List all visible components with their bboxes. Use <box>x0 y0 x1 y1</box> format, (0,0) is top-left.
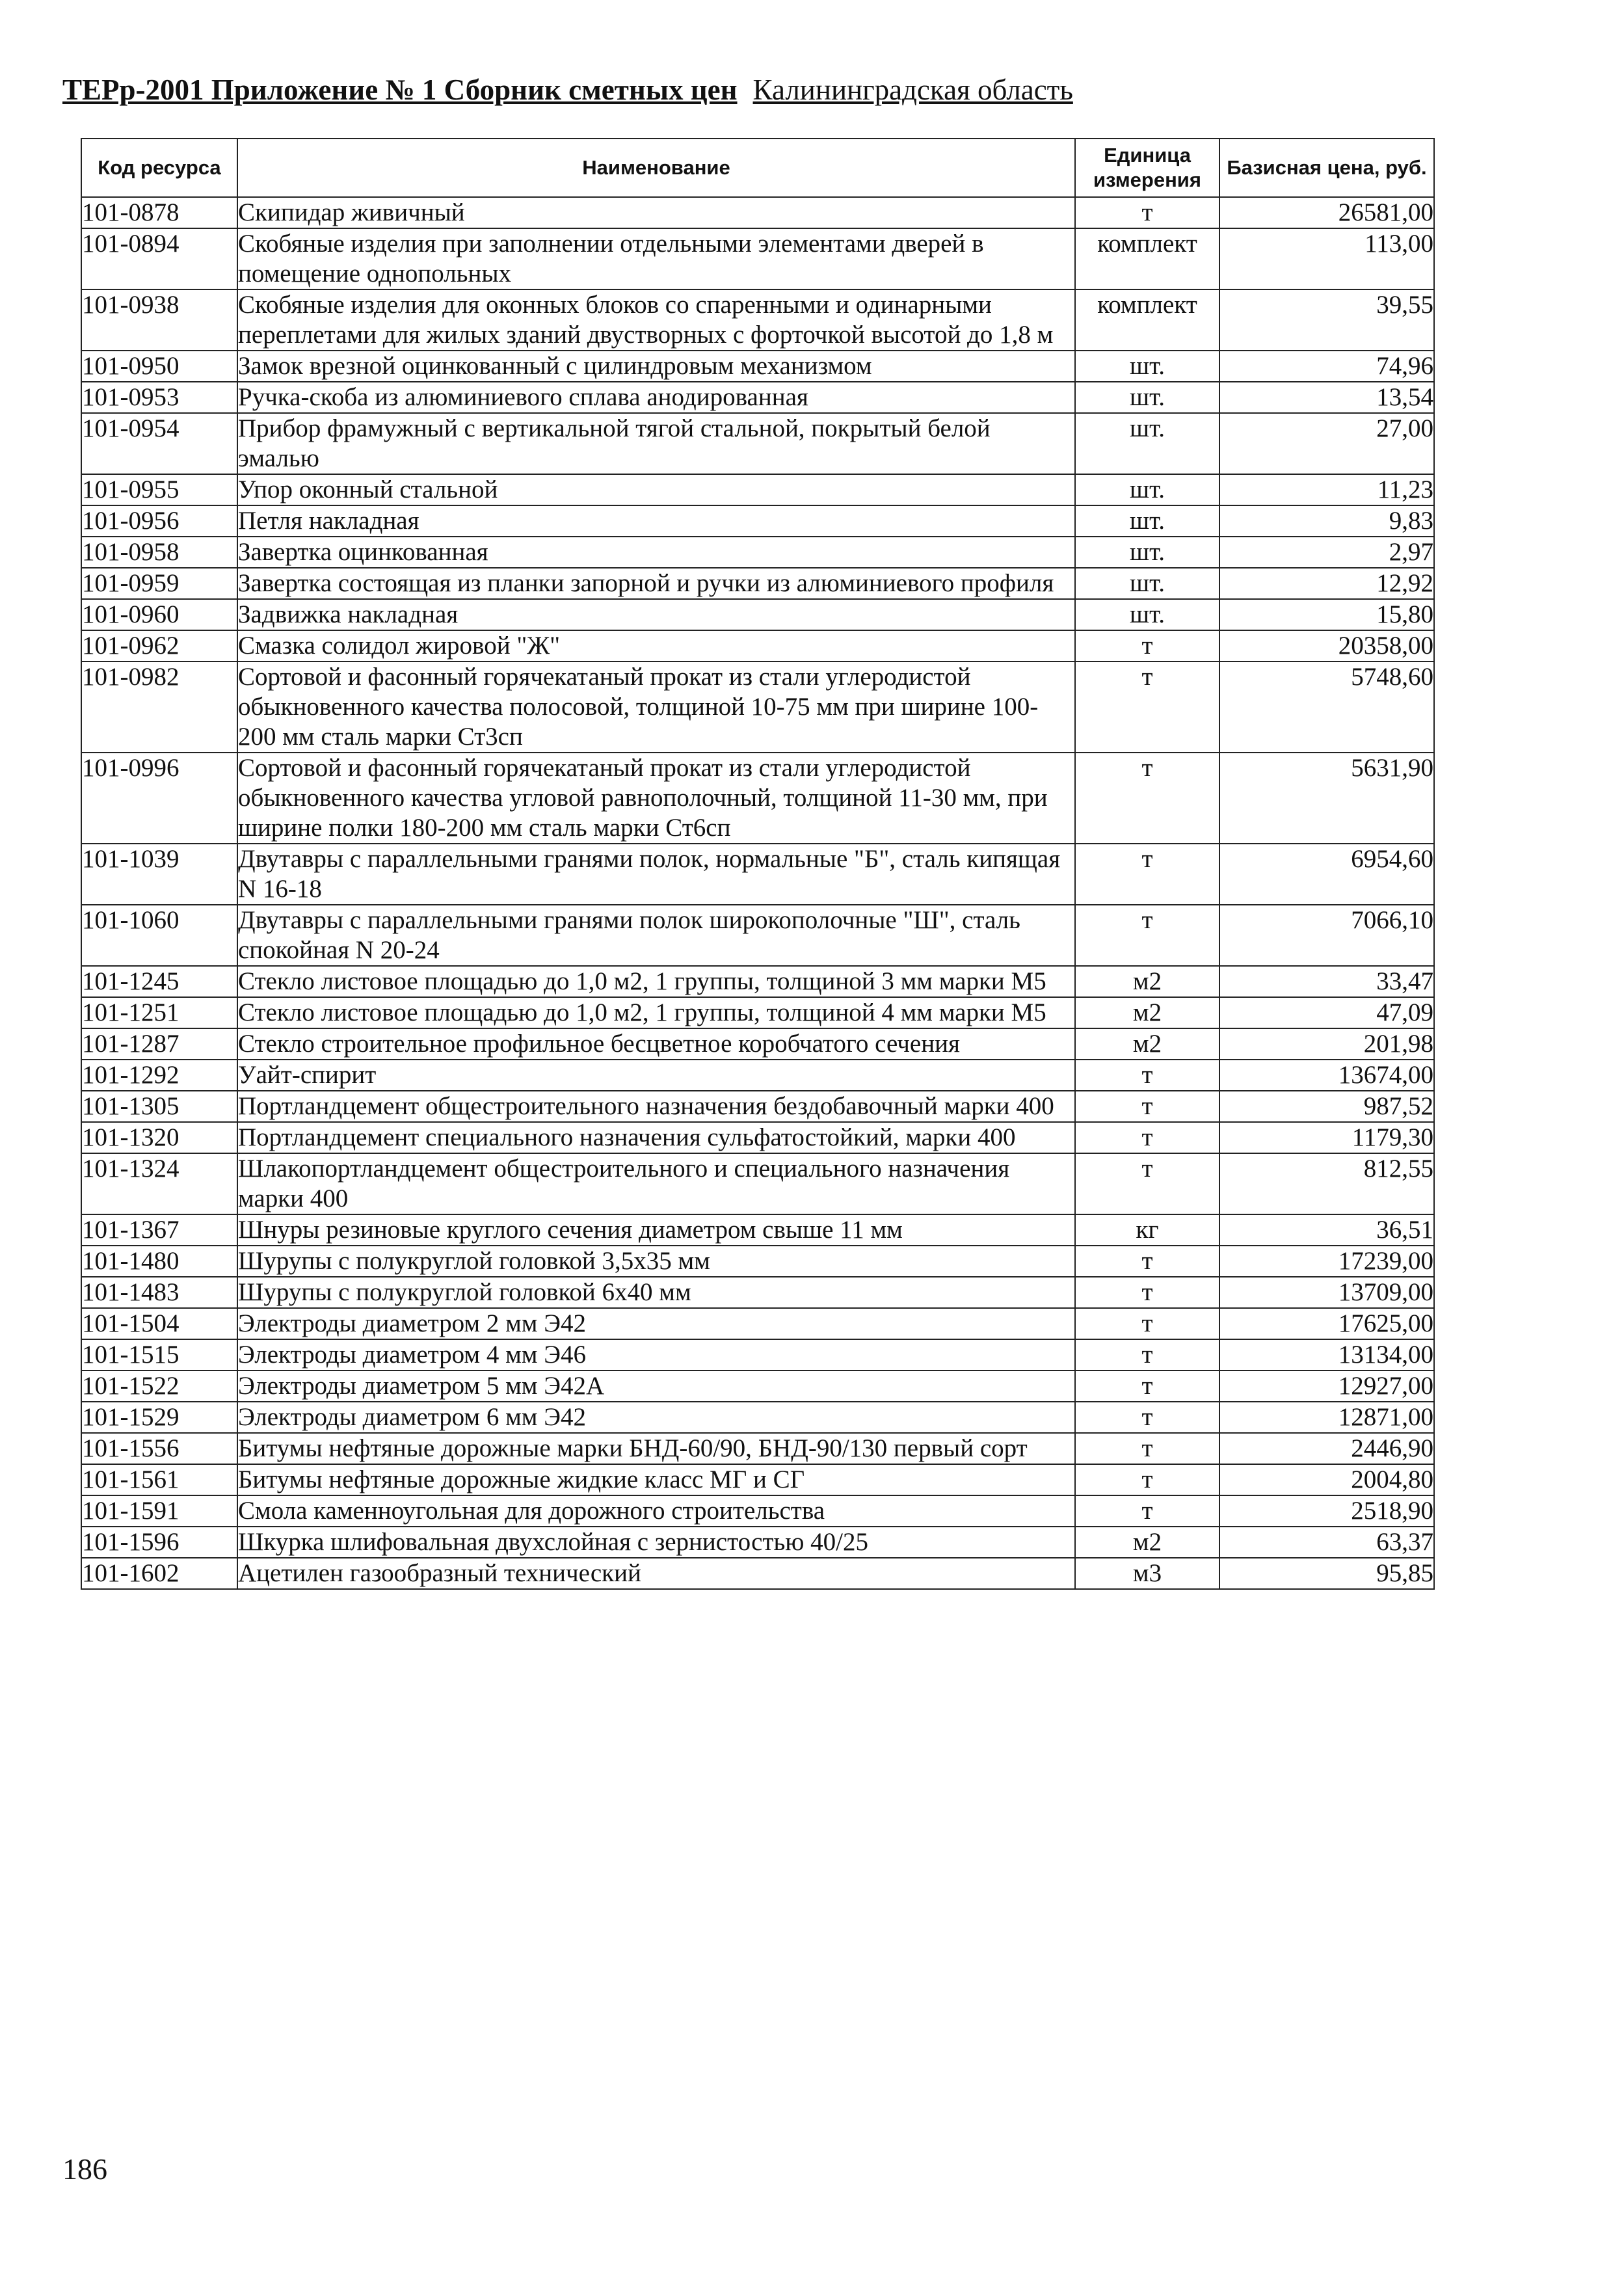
cell-code: 101-0960 <box>81 599 237 630</box>
cell-name: Битумы нефтяные дорожные жидкие класс МГ и СГ <box>237 1464 1075 1495</box>
cell-unit: т <box>1075 1122 1219 1153</box>
cell-code: 101-0962 <box>81 630 237 662</box>
cell-unit: м2 <box>1075 1527 1219 1558</box>
cell-code: 101-1591 <box>81 1495 237 1527</box>
cell-unit: т <box>1075 662 1219 753</box>
table-row <box>81 966 1434 997</box>
cell-unit: м2 <box>1075 1028 1219 1060</box>
cell-price: 2004,80 <box>1219 1464 1434 1495</box>
cell-name: Скобяные изделия для оконных блоков со спаренными и одинарными переплетами для жилых зданий двустворных с форточкой высотой до 1,8 м <box>237 289 1075 351</box>
cell-price: 27,00 <box>1219 413 1434 474</box>
cell-price: 9,83 <box>1219 505 1434 537</box>
cell-price: 63,37 <box>1219 1527 1434 1558</box>
cell-name: Шурупы с полукруглой головкой 6х40 мм <box>237 1277 1075 1308</box>
cell-name: Уайт-спирит <box>237 1060 1075 1091</box>
cell-price: 201,98 <box>1219 1028 1434 1060</box>
column-header-name: Наименование <box>237 139 1075 197</box>
cell-code: 101-1602 <box>81 1558 237 1589</box>
cell-price: 11,23 <box>1219 474 1434 505</box>
cell-name: Двутавры с параллельными гранями полок, нормальные "Б", сталь кипящая N 16-18 <box>237 844 1075 905</box>
table-row <box>81 197 1434 228</box>
cell-price: 47,09 <box>1219 997 1434 1028</box>
cell-unit: т <box>1075 1246 1219 1277</box>
cell-unit: шт. <box>1075 474 1219 505</box>
cell-name: Электроды диаметром 6 мм Э42 <box>237 1402 1075 1433</box>
cell-unit: т <box>1075 1464 1219 1495</box>
cell-code: 101-0959 <box>81 568 237 599</box>
column-header-code: Код ресурса <box>81 139 237 197</box>
cell-code: 101-1561 <box>81 1464 237 1495</box>
table-header-row <box>81 139 1434 197</box>
cell-unit: комплект <box>1075 228 1219 289</box>
cell-code: 101-1060 <box>81 905 237 966</box>
cell-price: 13134,00 <box>1219 1339 1434 1371</box>
page-number: 186 <box>62 2152 107 2186</box>
cell-unit: т <box>1075 197 1219 228</box>
table-row <box>81 382 1434 413</box>
cell-price: 113,00 <box>1219 228 1434 289</box>
cell-unit: т <box>1075 844 1219 905</box>
cell-price: 13674,00 <box>1219 1060 1434 1091</box>
cell-unit: шт. <box>1075 599 1219 630</box>
cell-price: 13,54 <box>1219 382 1434 413</box>
cell-code: 101-1556 <box>81 1433 237 1464</box>
table-row <box>81 599 1434 630</box>
cell-code: 101-1320 <box>81 1122 237 1153</box>
cell-code: 101-1480 <box>81 1246 237 1277</box>
cell-price: 2,97 <box>1219 537 1434 568</box>
cell-name: Портландцемент специального назначения сульфатостойкий, марки 400 <box>237 1122 1075 1153</box>
cell-price: 6954,60 <box>1219 844 1434 905</box>
cell-unit: комплект <box>1075 289 1219 351</box>
cell-code: 101-0955 <box>81 474 237 505</box>
cell-code: 101-1522 <box>81 1371 237 1402</box>
cell-name: Скипидар живичный <box>237 197 1075 228</box>
table-row <box>81 1308 1434 1339</box>
table-body <box>81 197 1434 1589</box>
table-row <box>81 1339 1434 1371</box>
cell-price: 36,51 <box>1219 1214 1434 1246</box>
table-row <box>81 1153 1434 1214</box>
cell-unit: м2 <box>1075 966 1219 997</box>
cell-unit: т <box>1075 753 1219 844</box>
cell-unit: т <box>1075 1153 1219 1214</box>
cell-unit: м3 <box>1075 1558 1219 1589</box>
cell-price: 13709,00 <box>1219 1277 1434 1308</box>
cell-code: 101-0938 <box>81 289 237 351</box>
table-row <box>81 1277 1434 1308</box>
cell-name: Двутавры с параллельными гранями полок широкополочные "Ш", сталь спокойная N 20-24 <box>237 905 1075 966</box>
cell-code: 101-1529 <box>81 1402 237 1433</box>
table-row <box>81 351 1434 382</box>
cell-price: 33,47 <box>1219 966 1434 997</box>
cell-name: Смазка солидол жировой "Ж" <box>237 630 1075 662</box>
cell-code: 101-0954 <box>81 413 237 474</box>
cell-name: Петля накладная <box>237 505 1075 537</box>
cell-name: Стекло строительное профильное бесцветное коробчатого сечения <box>237 1028 1075 1060</box>
table-row <box>81 1060 1434 1091</box>
table-row <box>81 537 1434 568</box>
cell-unit: шт. <box>1075 382 1219 413</box>
table-row <box>81 1402 1434 1433</box>
cell-code: 101-0996 <box>81 753 237 844</box>
cell-name: Шнуры резиновые круглого сечения диаметром свыше 11 мм <box>237 1214 1075 1246</box>
cell-price: 12,92 <box>1219 568 1434 599</box>
cell-unit: т <box>1075 905 1219 966</box>
cell-unit: шт. <box>1075 505 1219 537</box>
cell-code: 101-1245 <box>81 966 237 997</box>
cell-price: 17625,00 <box>1219 1308 1434 1339</box>
table-row <box>81 844 1434 905</box>
table-row <box>81 568 1434 599</box>
cell-name: Шкурка шлифовальная двухслойная с зернистостью 40/25 <box>237 1527 1075 1558</box>
cell-name: Замок врезной оцинкованный с цилиндровым механизмом <box>237 351 1075 382</box>
cell-code: 101-1039 <box>81 844 237 905</box>
cell-unit: шт. <box>1075 537 1219 568</box>
cell-code: 101-1483 <box>81 1277 237 1308</box>
cell-code: 101-1504 <box>81 1308 237 1339</box>
cell-name: Электроды диаметром 5 мм Э42А <box>237 1371 1075 1402</box>
cell-unit: т <box>1075 1060 1219 1091</box>
cell-code: 101-0953 <box>81 382 237 413</box>
cell-name: Портландцемент общестроительного назначения бездобавочный марки 400 <box>237 1091 1075 1122</box>
cell-price: 12927,00 <box>1219 1371 1434 1402</box>
cell-unit: м2 <box>1075 997 1219 1028</box>
cell-price: 2518,90 <box>1219 1495 1434 1527</box>
cell-name: Стекло листовое площадью до 1,0 м2, 1 группы, толщиной 4 мм марки М5 <box>237 997 1075 1028</box>
cell-price: 12871,00 <box>1219 1402 1434 1433</box>
cell-code: 101-1515 <box>81 1339 237 1371</box>
cell-name: Стекло листовое площадью до 1,0 м2, 1 группы, толщиной 3 мм марки М5 <box>237 966 1075 997</box>
cell-unit: кг <box>1075 1214 1219 1246</box>
header-title: ТЕРр-2001 Приложение № 1 Сборник сметных цен <box>62 74 738 106</box>
cell-unit: т <box>1075 630 1219 662</box>
cell-price: 74,96 <box>1219 351 1434 382</box>
table-row <box>81 753 1434 844</box>
cell-name: Ручка-скоба из алюминиевого сплава анодированная <box>237 382 1075 413</box>
cell-name: Задвижка накладная <box>237 599 1075 630</box>
table-row <box>81 662 1434 753</box>
table-row <box>81 1558 1434 1589</box>
cell-price: 17239,00 <box>1219 1246 1434 1277</box>
cell-name: Скобяные изделия при заполнении отдельными элементами дверей в помещение однопольных <box>237 228 1075 289</box>
table-row <box>81 1246 1434 1277</box>
cell-name: Завертка состоящая из планки запорной и ручки из алюминиевого профиля <box>237 568 1075 599</box>
cell-price: 15,80 <box>1219 599 1434 630</box>
cell-name: Сортовой и фасонный горячекатаный прокат из стали углеродистой обыкновенного качества угловой равнополочный, толщиной 11-30 мм, при ширине полки 180-200 мм сталь марки Ст6сп <box>237 753 1075 844</box>
cell-unit: т <box>1075 1091 1219 1122</box>
cell-unit: т <box>1075 1371 1219 1402</box>
column-header-unit: Единица измерения <box>1075 139 1219 197</box>
cell-code: 101-1292 <box>81 1060 237 1091</box>
cell-code: 101-1367 <box>81 1214 237 1246</box>
cell-price: 7066,10 <box>1219 905 1434 966</box>
header-region: Калининградская область <box>752 74 1073 106</box>
cell-code: 101-1287 <box>81 1028 237 1060</box>
cell-unit: т <box>1075 1339 1219 1371</box>
cell-unit: т <box>1075 1433 1219 1464</box>
cell-code: 101-0878 <box>81 197 237 228</box>
table-row <box>81 413 1434 474</box>
cell-name: Шурупы с полукруглой головкой 3,5х35 мм <box>237 1246 1075 1277</box>
table-row <box>81 1433 1434 1464</box>
cell-name: Упор оконный стальной <box>237 474 1075 505</box>
cell-code: 101-0958 <box>81 537 237 568</box>
cell-price: 26581,00 <box>1219 197 1434 228</box>
column-header-price: Базисная цена, руб. <box>1219 139 1434 197</box>
cell-price: 812,55 <box>1219 1153 1434 1214</box>
cell-unit: шт. <box>1075 568 1219 599</box>
cell-name: Прибор фрамужный с вертикальной тягой стальной, покрытый белой эмалью <box>237 413 1075 474</box>
cell-unit: т <box>1075 1402 1219 1433</box>
cell-code: 101-1596 <box>81 1527 237 1558</box>
cell-code: 101-0956 <box>81 505 237 537</box>
cell-price: 95,85 <box>1219 1558 1434 1589</box>
cell-name: Электроды диаметром 4 мм Э46 <box>237 1339 1075 1371</box>
cell-price: 2446,90 <box>1219 1433 1434 1464</box>
table-row <box>81 1527 1434 1558</box>
cell-code: 101-0950 <box>81 351 237 382</box>
table-row <box>81 1495 1434 1527</box>
table-row <box>81 1091 1434 1122</box>
cell-name: Смола каменноугольная для дорожного строительства <box>237 1495 1075 1527</box>
table-row <box>81 905 1434 966</box>
cell-price: 39,55 <box>1219 289 1434 351</box>
cell-price: 5748,60 <box>1219 662 1434 753</box>
table-row <box>81 630 1434 662</box>
table-row <box>81 228 1434 289</box>
cell-unit: т <box>1075 1495 1219 1527</box>
cell-name: Ацетилен газообразный технический <box>237 1558 1075 1589</box>
table-row <box>81 289 1434 351</box>
table-row <box>81 505 1434 537</box>
table-row <box>81 1371 1434 1402</box>
cell-price: 987,52 <box>1219 1091 1434 1122</box>
cell-unit: т <box>1075 1277 1219 1308</box>
cell-unit: шт. <box>1075 413 1219 474</box>
cell-unit: т <box>1075 1308 1219 1339</box>
cell-code: 101-1305 <box>81 1091 237 1122</box>
table-row <box>81 1028 1434 1060</box>
price-table <box>81 138 1435 1590</box>
cell-code: 101-0894 <box>81 228 237 289</box>
cell-name: Шлакопортландцемент общестроительного и специального назначения марки 400 <box>237 1153 1075 1214</box>
cell-name: Битумы нефтяные дорожные марки БНД-60/90, БНД-90/130 первый сорт <box>237 1433 1075 1464</box>
table-row <box>81 1122 1434 1153</box>
cell-name: Сортовой и фасонный горячекатаный прокат из стали углеродистой обыкновенного качества полосовой, толщиной 10-75 мм при ширине 100-200 мм сталь марки Ст3сп <box>237 662 1075 753</box>
table-row <box>81 1214 1434 1246</box>
table-row <box>81 1464 1434 1495</box>
cell-code: 101-0982 <box>81 662 237 753</box>
cell-price: 5631,90 <box>1219 753 1434 844</box>
cell-code: 101-1251 <box>81 997 237 1028</box>
cell-price: 1179,30 <box>1219 1122 1434 1153</box>
cell-price: 20358,00 <box>1219 630 1434 662</box>
cell-name: Электроды диаметром 2 мм Э42 <box>237 1308 1075 1339</box>
cell-unit: шт. <box>1075 351 1219 382</box>
table-row <box>81 997 1434 1028</box>
cell-code: 101-1324 <box>81 1153 237 1214</box>
table-row <box>81 474 1434 505</box>
page-header <box>62 73 1073 107</box>
cell-name: Завертка оцинкованная <box>237 537 1075 568</box>
